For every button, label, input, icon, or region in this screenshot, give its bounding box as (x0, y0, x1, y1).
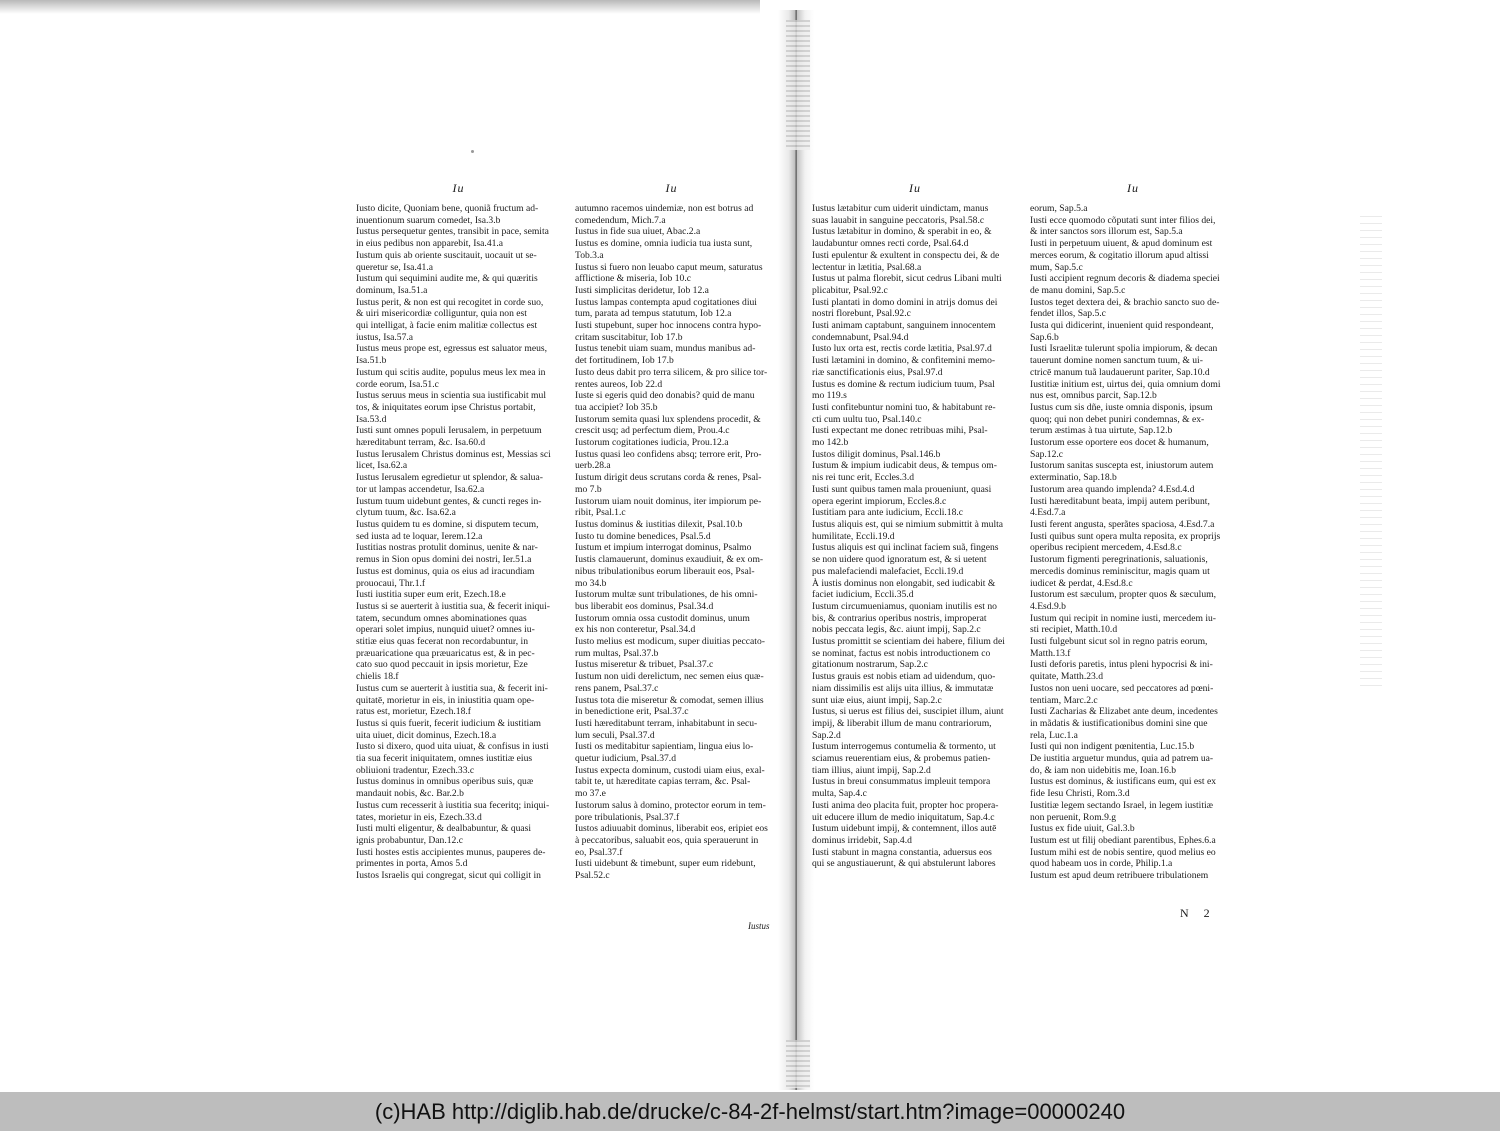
index-entry-line: tentiam, Marc.2.c (1030, 694, 1098, 706)
index-entry-line: Iusti plantati in domo domini in atrijs domus dei (812, 296, 998, 308)
index-entry-line: tia sua fecerit iniquitatem, omnes iustitiæ eius (356, 753, 533, 765)
index-entry-line: Iustus persequetur gentes, transibit in pace, semita (356, 226, 549, 238)
index-entry-line: crescit usq; ad perfectum diem, Prou.4.c (575, 425, 730, 437)
index-entry-line: tates, morietur in eis, Ezech.33.d (356, 811, 482, 823)
right-page-column-2 (1030, 183, 1236, 882)
index-entry-line: cato suo quod peccauit in ipsis morietur, Eze (356, 659, 528, 671)
index-entry-line: Iustorum sanitas suscepta est, iniustorum autem (1030, 460, 1214, 472)
index-entry-line: Iustitias nostras protulit dominus, uenite & nar- (356, 542, 538, 554)
index-entry-line: chielis 18.f (356, 671, 399, 683)
index-entry-line: rum multas, Psal.37.b (575, 647, 659, 659)
index-entry-line: quod habeam uos in corde, Philip.1.a (1030, 858, 1173, 870)
index-entry-line: Iustus est dominus, quia os eius ad iracundiam (356, 565, 535, 577)
index-entry-line: mo 34.b (575, 577, 607, 589)
index-entry-line: Iustus quidem tu es domine, si disputem tecum, (356, 518, 539, 530)
index-entry-line: Iusto lux orta est, rectis corde lætitia, Psal.97.d (812, 343, 992, 355)
index-entry-line: Iustos non ueni uocare, sed peccatores ad pœni- (1030, 682, 1214, 694)
index-entry-line: Tob.3.a (575, 249, 604, 261)
index-entry-line: critam suscitabitur, Iob 17.b (575, 331, 683, 343)
index-entry-line: nobis peccata legis, &c. aiunt impij, Sap.2.c (812, 624, 981, 636)
index-entry-line: tauerunt domine nomen sanctum tuum, & ui- (1030, 355, 1203, 367)
index-entry-line: primentes in porta, Amos 5.d (356, 858, 468, 870)
index-entry-line: Iustorum esse oportere eos docet & humanum, (1030, 437, 1209, 449)
index-entry-line: ribit, Psal.1.c (575, 507, 626, 519)
index-entry-line: Iustitiam para ante iudicium, Eccli.18.c (812, 507, 964, 519)
index-entry-line: Iustum dirigit deus scrutans corda & renes, Psal- (575, 472, 762, 484)
index-entry-line: Iustorum semita quasi lux splendens procedit, & (575, 413, 761, 425)
index-entry-line: sciamus reuerentiam eius, & probemus patien- (812, 753, 991, 765)
index-entry-line: comedendum, Mich.7.a (575, 214, 666, 226)
index-entry-line: Iusti epulentur & exultent in conspectu dei, & de (812, 249, 1000, 261)
gutter-shadow-bottom (786, 1040, 810, 1088)
index-entry-line: tum, parata ad tempus statutum, Iob 12.a (575, 308, 732, 320)
index-entry-line: impij, & liberabit illum de manu contrariorum, (812, 717, 992, 729)
index-entry-line: Iustus dominus & iustitias dilexit, Psal.10.b (575, 518, 743, 530)
index-entry-line: det fortitudinem, Iob 17.b (575, 355, 674, 367)
index-entry-line: Iustos adiuuabit dominus, liberabit eos, eripiet eos (575, 823, 768, 835)
index-entry-line: Iustus expecta dominum, custodi uiam eius, exal- (575, 764, 765, 776)
index-entry-line: Iustorum figmenti peregrinationis, saluationis, (1030, 554, 1208, 566)
index-entry-line: tatem, secundum omnes abominationes quas (356, 612, 527, 624)
index-entry-line: Iustus grauis est nobis etiam ad uidendum, quo- (812, 671, 996, 683)
index-entry-line: dominum, Isa.51.a (356, 284, 428, 296)
index-entry-line: Iustum est ut filij obediant parentibus, Ephes.6.a (1030, 834, 1216, 846)
index-entry-line: operibus recipient mercedem, 4.Esd.8.c (1030, 542, 1182, 554)
index-entry-line: Iusti animam captabunt, sanguinem innocentem (812, 320, 996, 332)
index-entry-line: Iustus quasi leo confidens absq; terrore erit, Pro- (575, 448, 762, 460)
index-entry-line: Matth.13.f (1030, 647, 1071, 659)
index-entry-line: fide Iesu Christi, Rom.3.d (1030, 788, 1130, 800)
index-entry-line: afflictione & miseria, Iob 10.c (575, 273, 691, 285)
index-entry-line: Sap.6.b (1030, 331, 1059, 343)
index-entry-line: sed iusta ad te loquar, Ierem.12.a (356, 530, 483, 542)
index-entry-line: Iustum quis ab oriente suscitauit, uocauit ut se- (356, 249, 537, 261)
index-entry-line: in mãdatis & iustificationibus domini sine que (1030, 717, 1208, 729)
index-entry-line: operari solet impius, nunquid uiuet? omnes iu- (356, 624, 535, 636)
index-entry-line: Iustum tuum uidebunt gentes, & cuncti reges in- (356, 495, 542, 507)
index-entry-line: Iustum uidebunt impij, & contemnent, illos autē (812, 823, 997, 835)
index-entry-line: laudabuntur omnes recti corde, Psal.64.d (812, 238, 969, 250)
index-entry-line: Iusti confitebuntur nomini tuo, & habitabunt re- (812, 401, 996, 413)
index-entry-line: Iusti stupebunt, super hoc innocens contra hypo- (575, 320, 762, 332)
index-entry-line: humilitate, Eccli.19.d (812, 530, 895, 542)
index-entry-line: Iustorum cogitationes iudicia, Prou.12.a (575, 437, 729, 449)
index-entry-line: Iusti ferent angusta, sperãtes spaciosa, 4.Esd.7.a (1030, 518, 1215, 530)
index-entry-line: Iustum est apud deum retribuere tribulationem (1030, 870, 1209, 882)
index-entry-line: De iustitia arguetur mundus, quia ad patrem ua- (1030, 753, 1214, 765)
index-entry-line: Iustus in breui consummatus impleuit tempora (812, 776, 991, 788)
index-entry-line: À iustis dominus non elongabit, sed iudicabit & (812, 577, 996, 589)
index-entry-line: uita uiuet, dicit dominus, Ezech.18.a (356, 729, 497, 741)
index-entry-line: Iusti stabunt in magna constantia, aduersus eos (812, 846, 992, 858)
index-entry-line: mo 142.b (812, 437, 849, 449)
index-entry-line: eo, Psal.37.f (575, 846, 623, 858)
scan-speck (471, 150, 474, 153)
index-entry-line: Iustus est dominus, & iustificans eum, qui est ex (1030, 776, 1216, 788)
index-entry-line: prouocaui, Thr.1.f (356, 577, 426, 589)
index-entry-line: Iusti simplicitas deridetur, Iob 12.a (575, 284, 709, 296)
index-entry-line: nis rei tunc erit, Eccles.3.d (812, 472, 915, 484)
index-entry-line: quetur iudicium, Psal.37.d (575, 753, 676, 765)
index-entry-line: quitate, Matth.23.d (1030, 671, 1104, 683)
index-entry-line: inuentionum suarum comedet, Isa.3.b (356, 214, 501, 226)
index-entry-line: Iustos teget dextera dei, & brachio sancto suo de- (1030, 296, 1220, 308)
index-entry-line: Iustus si se auerterit à iustitia sua, & fecerit iniqui- (356, 600, 550, 612)
index-entry-line: mo 119.s (812, 390, 847, 402)
index-entry-line: Iusti iustitia super eum erit, Ezech.18.e (356, 589, 506, 601)
index-entry-line: mo 37.e (575, 788, 606, 800)
index-entry-line: mo 7.b (575, 483, 602, 495)
left-page-column-1 (356, 183, 561, 882)
index-entry-line: Iustus miseretur & tribuet, Psal.37.c (575, 659, 714, 671)
index-entry-line: 4.Esd.9.b (1030, 600, 1066, 612)
index-entry-line: Iustorum uiam nouit dominus, iter impiorum pe- (575, 495, 762, 507)
index-entry-line: Iustum non uidi derelictum, nec semen eius quæ- (575, 671, 764, 683)
index-entry-line: uit educere illum de medio iniquitatum, Sap.4.c (812, 811, 995, 823)
index-entry-line: Isa.51.b (356, 355, 387, 367)
index-entry-line: Iustus dominus in omnibus operibus suis, quæ (356, 776, 534, 788)
book-gutter (778, 10, 814, 1090)
index-entry-line: terum æstimas à tua uirtute, Sap.12.b (1030, 425, 1173, 437)
index-entry-line: Sap.2.d (812, 729, 841, 741)
index-entry-line: Iusti hostes estis accipientes munus, pauperes de- (356, 846, 546, 858)
index-entry-line: lum seculi, Psal.37.d (575, 729, 655, 741)
index-entry-line: Iustus perit, & non est qui recogitet in corde suo, (356, 296, 544, 308)
index-entry-line: bis, & contrarius operibus nostris, improperat (812, 612, 987, 624)
index-entry-line: rela, Luc.1.a (1030, 729, 1078, 741)
left-page-column-2 (575, 183, 768, 882)
index-entry-line: Psal.52.c (575, 870, 610, 882)
index-entry-line: corde eorum, Isa.51.c (356, 378, 439, 390)
index-entry-line: pore tribulationis, Psal.37.f (575, 811, 680, 823)
index-entry-line: præuaricatione qua præuaricatus est, & in pec- (356, 647, 535, 659)
index-entry-line: Iustum interrogemus contumelia & tormento, ut (812, 741, 996, 753)
index-entry-line: ignis probabuntur, Dan.12.c (356, 834, 463, 846)
column-header: Iu (665, 181, 678, 195)
index-entry-line: plicabitur, Psal.92.c (812, 284, 888, 296)
source-footer: (c)HAB http://diglib.hab.de/drucke/c-84-2f-helmst/start.htm?image=00000240 (0, 1092, 1500, 1131)
index-entry-line: Iustus Ierusalem egredietur ut splendor, & salua- (356, 472, 543, 484)
index-entry-line: gitationum nostrarum, Sap.2.c (812, 659, 928, 671)
index-entry-line: licet, Isa.62.a (356, 460, 408, 472)
entry-list (1030, 203, 1236, 882)
index-entry-line: Iustorum multæ sunt tribulationes, de his omni- (575, 589, 758, 601)
index-entry-line: Iustos Israelis qui congregat, sicut qui colligit in (356, 870, 541, 882)
index-entry-line: Iustus aliquis est qui inclinat faciem suã, fingens (812, 542, 999, 554)
index-entry-line: quitatē, morietur in eis, in iniustitia quam ope- (356, 694, 535, 706)
index-entry-line: Iustus lætabitur cum uiderit uindictam, manus (812, 203, 989, 214)
index-entry-line: rens panem, Psal.37.c (575, 682, 659, 694)
index-entry-line: Iusto si dixero, quod uita uiuat, & confisus in iusti (356, 741, 549, 753)
index-entry-line: Iusti in perpetuum uiuent, & apud dominum est (1030, 238, 1213, 250)
catchword: Iustus (748, 921, 770, 931)
scan-top-edge (0, 0, 760, 14)
index-entry-line: suas lauabit in sanguine peccatoris, Psal.58.c (812, 214, 985, 226)
index-entry-line: sti recipiet, Matth.10.d (1030, 624, 1118, 636)
index-entry-line: exterminatio, Sap.18.b (1030, 472, 1117, 484)
index-entry-line: Iustus promittit se scientiam dei habere, filium dei (812, 636, 1005, 648)
index-entry-line: in eius pedibus non apparebit, Isa.41.a (356, 238, 504, 250)
index-entry-line: quoq; qui non debet puniri condemnas, & ex- (1030, 413, 1205, 425)
index-entry-line: de manu domini, Sap.5.c (1030, 284, 1126, 296)
index-entry-line: Iusti multi eligentur, & dealbabuntur, & quasi (356, 823, 532, 835)
index-entry-line: Iustis clamauerunt, dominus exaudiuit, & ex om- (575, 554, 764, 566)
gutter-shadow-top (786, 20, 810, 150)
index-entry-line: Iusto dicite, Quoniam bene, quoniã fructum ad- (356, 203, 539, 214)
index-entry-line: à peccatoribus, saluabit eos, quia sperauerunt in (575, 834, 759, 846)
index-entry-line: Iusti hæreditabunt beata, impij autem peribunt, (1030, 495, 1210, 507)
index-entry-line: pus malefaciendi malefaciet, Eccli.19.d (812, 565, 964, 577)
index-entry-line: Iustus ut palma florebit, sicut cedrus Libani multi (812, 273, 1002, 285)
right-page-column-1 (812, 183, 1018, 870)
index-entry-line: lectentur in lætitia, Psal.68.a (812, 261, 922, 273)
index-entry-line: Iustitiæ legem sectando Israel, in legem iustitiæ (1030, 799, 1214, 811)
index-entry-line: Iusti anima deo placita fuit, propter hoc propera- (812, 799, 999, 811)
index-entry-line: Iusti ecce quomodo cõputati sunt inter filios dei, (1030, 214, 1216, 226)
index-entry-line: nibus tribulationibus eorum liberauit eos, Psal- (575, 565, 755, 577)
index-entry-line: nus est, omnibus parcit, Sap.12.b (1030, 390, 1157, 402)
entry-list (812, 203, 1018, 870)
index-entry-line: Iusti fulgebunt sicut sol in regno patris eorum, (1030, 636, 1208, 648)
index-entry-line: riæ sanctificationis eius, Psal.97.d (812, 366, 943, 378)
index-entry-line: Iusti expectant me donec retribuas mihi, Psal- (812, 425, 988, 437)
column-header: Iu (909, 181, 921, 195)
index-entry-line: tua accipiet? Iob 35.b (575, 401, 658, 413)
index-entry-line: Iustus si quis fuerit, fecerit iudicium & iustitiam (356, 717, 541, 729)
index-entry-line: rentes aureos, Iob 22.d (575, 378, 663, 390)
signature-mark: N 2 (1180, 906, 1216, 920)
index-entry-line: Iustum qui sequimini audite me, & qui quæritis (356, 273, 538, 285)
index-entry-line: remus in Sion opus domini dei nostri, Ier.51.a (356, 554, 532, 566)
index-entry-line: faciet iudicium, Eccli.35.d (812, 589, 914, 601)
index-entry-line: mum, Sap.5.c (1030, 261, 1083, 273)
index-entry-line: Iusti sunt quibus tamen mala proueniunt, quasi (812, 483, 992, 495)
index-entry-line: Iusto tu domine benedices, Psal.5.d (575, 530, 711, 542)
index-entry-line: Iustum qui recipit in nomine iusti, mercedem iu- (1030, 612, 1216, 624)
index-entry-line: tabit te, ut hæreditate capias terram, &c. Psal- (575, 776, 751, 788)
index-entry-line: hæreditabunt terram, &c. Isa.60.d (356, 437, 486, 449)
index-entry-line: Iustus seruus meus in scientia sua iustificabit mul (356, 390, 546, 402)
index-entry-line: Iustus es domine & rectum iudicium tuum, Psal (812, 378, 995, 390)
index-entry-line: do, & iam non uidebitis me, Ioan.16.b (1030, 764, 1177, 776)
index-entry-line: cti cum uultu tuo, Psal.140.c (812, 413, 922, 425)
index-entry-line: se non uidere quod ignoratum est, & si uetent (812, 554, 987, 566)
index-entry-line: Iuste si egeris quid deo donabis? quid de manu (575, 390, 755, 402)
index-entry-line: niam dissimilis est alijs uita illius, & immutatæ (812, 682, 994, 694)
index-entry-line: Iustus lætabitur in domino, & sperabit in eo, & (812, 226, 992, 238)
index-entry-line: & uiri misericordiæ colliguntur, quia non est (356, 308, 527, 320)
index-entry-line: fendet illos, Sap.5.c (1030, 308, 1106, 320)
index-entry-line: queretur se, Isa.41.a (356, 261, 433, 273)
index-entry-line: Iustus es domine, omnia iudicia tua iusta sunt, (575, 238, 753, 250)
index-entry-line: stitiæ eius quas fecerat non recordabuntur, in (356, 636, 528, 648)
index-entry-line: autumno racemos uindemiæ, non est botrus ad (575, 203, 754, 214)
index-entry-line: Iusto deus dabit pro terra silicem, & pro silice tor- (575, 366, 768, 378)
index-entry-line: Iusti qui non indigent pœnitentia, Luc.15.b (1030, 741, 1195, 753)
index-entry-line: Iusti accipient regnum decoris & diadema speciei (1030, 273, 1220, 285)
index-entry-line: clytum tuum, &c. Isa.62.a (356, 507, 456, 519)
index-entry-line: Iustus cum se auerterit à iustitia sua, & fecerit ini- (356, 682, 548, 694)
entry-list (356, 203, 561, 882)
index-entry-line: condemnabunt, Psal.94.d (812, 331, 909, 343)
index-entry-line: iudicet & perdat, 4.Esd.8.c (1030, 577, 1133, 589)
index-entry-line: Iustus in fide sua uiuet, Abac.2.a (575, 226, 701, 238)
index-entry-line: Iusti uidebunt & timebunt, super eum ridebunt, (575, 858, 756, 870)
index-entry-line: Iusti os meditabitur sapientiam, lingua eius lo- (575, 741, 754, 753)
index-entry-line: Iusti hæreditabunt terram, inhabitabunt in secu- (575, 717, 758, 729)
index-entry-line: non peruenit, Rom.9.g (1030, 811, 1117, 823)
index-entry-line: tor ut lampas accendetur, Isa.62.a (356, 483, 485, 495)
index-entry-line: Iustus tenebit uiam suam, mundus manibus ad- (575, 343, 756, 355)
index-entry-line: Iustorum area quando implenda? 4.Esd.4.d (1030, 483, 1195, 495)
index-entry-line: Iusti Zacharias & Elizabet ante deum, incedentes (1030, 706, 1218, 718)
index-entry-line: Iustorum omnia ossa custodit dominus, unum (575, 612, 750, 624)
index-entry-line: Iustitiæ initium est, uirtus dei, quia omnium domi (1030, 378, 1221, 390)
index-entry-line: uerb.28.a (575, 460, 611, 472)
index-entry-line: tiam illius, aiunt impij, Sap.2.d (812, 764, 931, 776)
index-entry-line: Iustus Ierusalem Christus dominus est, Messias sci (356, 448, 551, 460)
index-entry-line: Iustus ex fide uiuit, Gal.3.b (1030, 823, 1135, 835)
index-entry-line: iustus, Isa.57.a (356, 331, 414, 343)
index-entry-line: Iusti sunt omnes populi Ierusalem, in perpetuum (356, 425, 542, 437)
index-entry-line: qui intelligat, à facie enim malitiæ collectus est (356, 320, 538, 332)
index-entry-line: eorum, Sap.5.a (1030, 203, 1088, 214)
index-entry-line: in benedictione erit, Psal.37.c (575, 706, 689, 718)
column-header: Iu (452, 181, 465, 195)
index-entry-line: multa, Sap.4.c (812, 788, 867, 800)
index-entry-line: sunt uiæ eius, aiunt impij, Sap.2.c (812, 694, 942, 706)
index-entry-line: Iustus, si uerus est filius dei, suscipiet illum, aiunt (812, 706, 1004, 718)
index-entry-line: Iusti quibus sunt opera multa reposita, ex proprijs (1030, 530, 1221, 542)
index-entry-line: dominus irridebit, Sap.4.d (812, 834, 912, 846)
index-entry-line: mandauit nobis, &c. Bar.2.b (356, 788, 464, 800)
index-entry-line: Iustus tota die miseretur & comodat, semen illius (575, 694, 764, 706)
index-entry-line: Iustos diligit dominus, Psal.146.b (812, 448, 941, 460)
index-entry-line: Iusti deforis paretis, intus pleni hypocrisi & ini- (1030, 659, 1213, 671)
index-entry-line: Iustorum est sæculum, propter quos & sæculum, (1030, 589, 1217, 601)
index-entry-line: Iustus aliquis est, qui se nimium submittit à multa (812, 518, 1004, 530)
index-entry-line: Isa.53.d (356, 413, 387, 425)
index-entry-line: Iustus meus prope est, egressus est saluator meus, (356, 343, 548, 355)
index-entry-line: ex his non conteretur, Psal.34.d (575, 624, 696, 636)
index-entry-line: Iustum circumueniamus, quoniam inutilis est no (812, 600, 997, 612)
index-entry-line: mercedis dominus reminiscitur, magis quam ut (1030, 565, 1210, 577)
index-entry-line: Iustus lampas contempta apud cogitationes diui (575, 296, 757, 308)
index-entry-line: Iusti Israelitæ tulerunt spolia impiorum, & decan (1030, 343, 1218, 355)
index-entry-line: Iustus si fuero non leuabo caput meum, saturatus (575, 261, 763, 273)
entry-list (575, 203, 768, 882)
index-entry-line: tos, & iniquitates eorum ipse Christus portabit, (356, 401, 536, 413)
column-header: Iu (1127, 181, 1139, 195)
index-entry-line: Iustum qui scitis audite, populus meus lex mea in (356, 366, 546, 378)
index-entry-line: Iusto melius est modicum, super diuitias peccato- (575, 636, 765, 648)
index-entry-line: merces eorum, & cogitatio illorum apud altissi (1030, 249, 1209, 261)
index-entry-line: Iusta qui didicerint, inuenient quid respondeant, (1030, 320, 1214, 332)
index-entry-line: qui se angustiauerunt, & qui abstulerunt labores (812, 858, 996, 870)
index-entry-line: Iustorum salus à domino, protector eorum in tem- (575, 799, 766, 811)
index-entry-line: Iustum mihi est de nobis sentire, quod melius eo (1030, 846, 1216, 858)
index-entry-line: Sap.12.c (1030, 448, 1064, 460)
index-entry-line: Iustus cum sis dñe, iuste omnia disponis, ipsum (1030, 401, 1213, 413)
index-entry-line: 4.Esd.7.a (1030, 507, 1066, 519)
page-edge-texture (1360, 210, 1382, 690)
index-entry-line: se nominat, factus est nobis introductionem co (812, 647, 991, 659)
index-entry-line: nostri florebunt, Psal.92.c (812, 308, 911, 320)
index-entry-line: ratus est, morietur, Ezech.18.f (356, 706, 471, 718)
index-entry-line: ctricē manum tuã laudauerunt pariter, Sap.10.d (1030, 366, 1210, 378)
index-entry-line: Iustum & impium iudicabit deus, & tempus om- (812, 460, 997, 472)
index-entry-line: obliuioni tradentur, Ezech.33.c (356, 764, 475, 776)
index-entry-line: Iustum et impium interrogat dominus, Psalmo (575, 542, 752, 554)
index-entry-line: & inter sanctos sors illorum est, Sap.5.a (1030, 226, 1183, 238)
index-entry-line: Iustus cum recesserit à iustitia sua feceritq; iniqui- (356, 799, 550, 811)
index-entry-line: Iusti lætamini in domino, & confitemini memo- (812, 355, 996, 367)
index-entry-line: bus liberabit eos dominus, Psal.34.d (575, 600, 714, 612)
index-entry-line: opera egerint impiorum, Eccles.8.c (812, 495, 947, 507)
